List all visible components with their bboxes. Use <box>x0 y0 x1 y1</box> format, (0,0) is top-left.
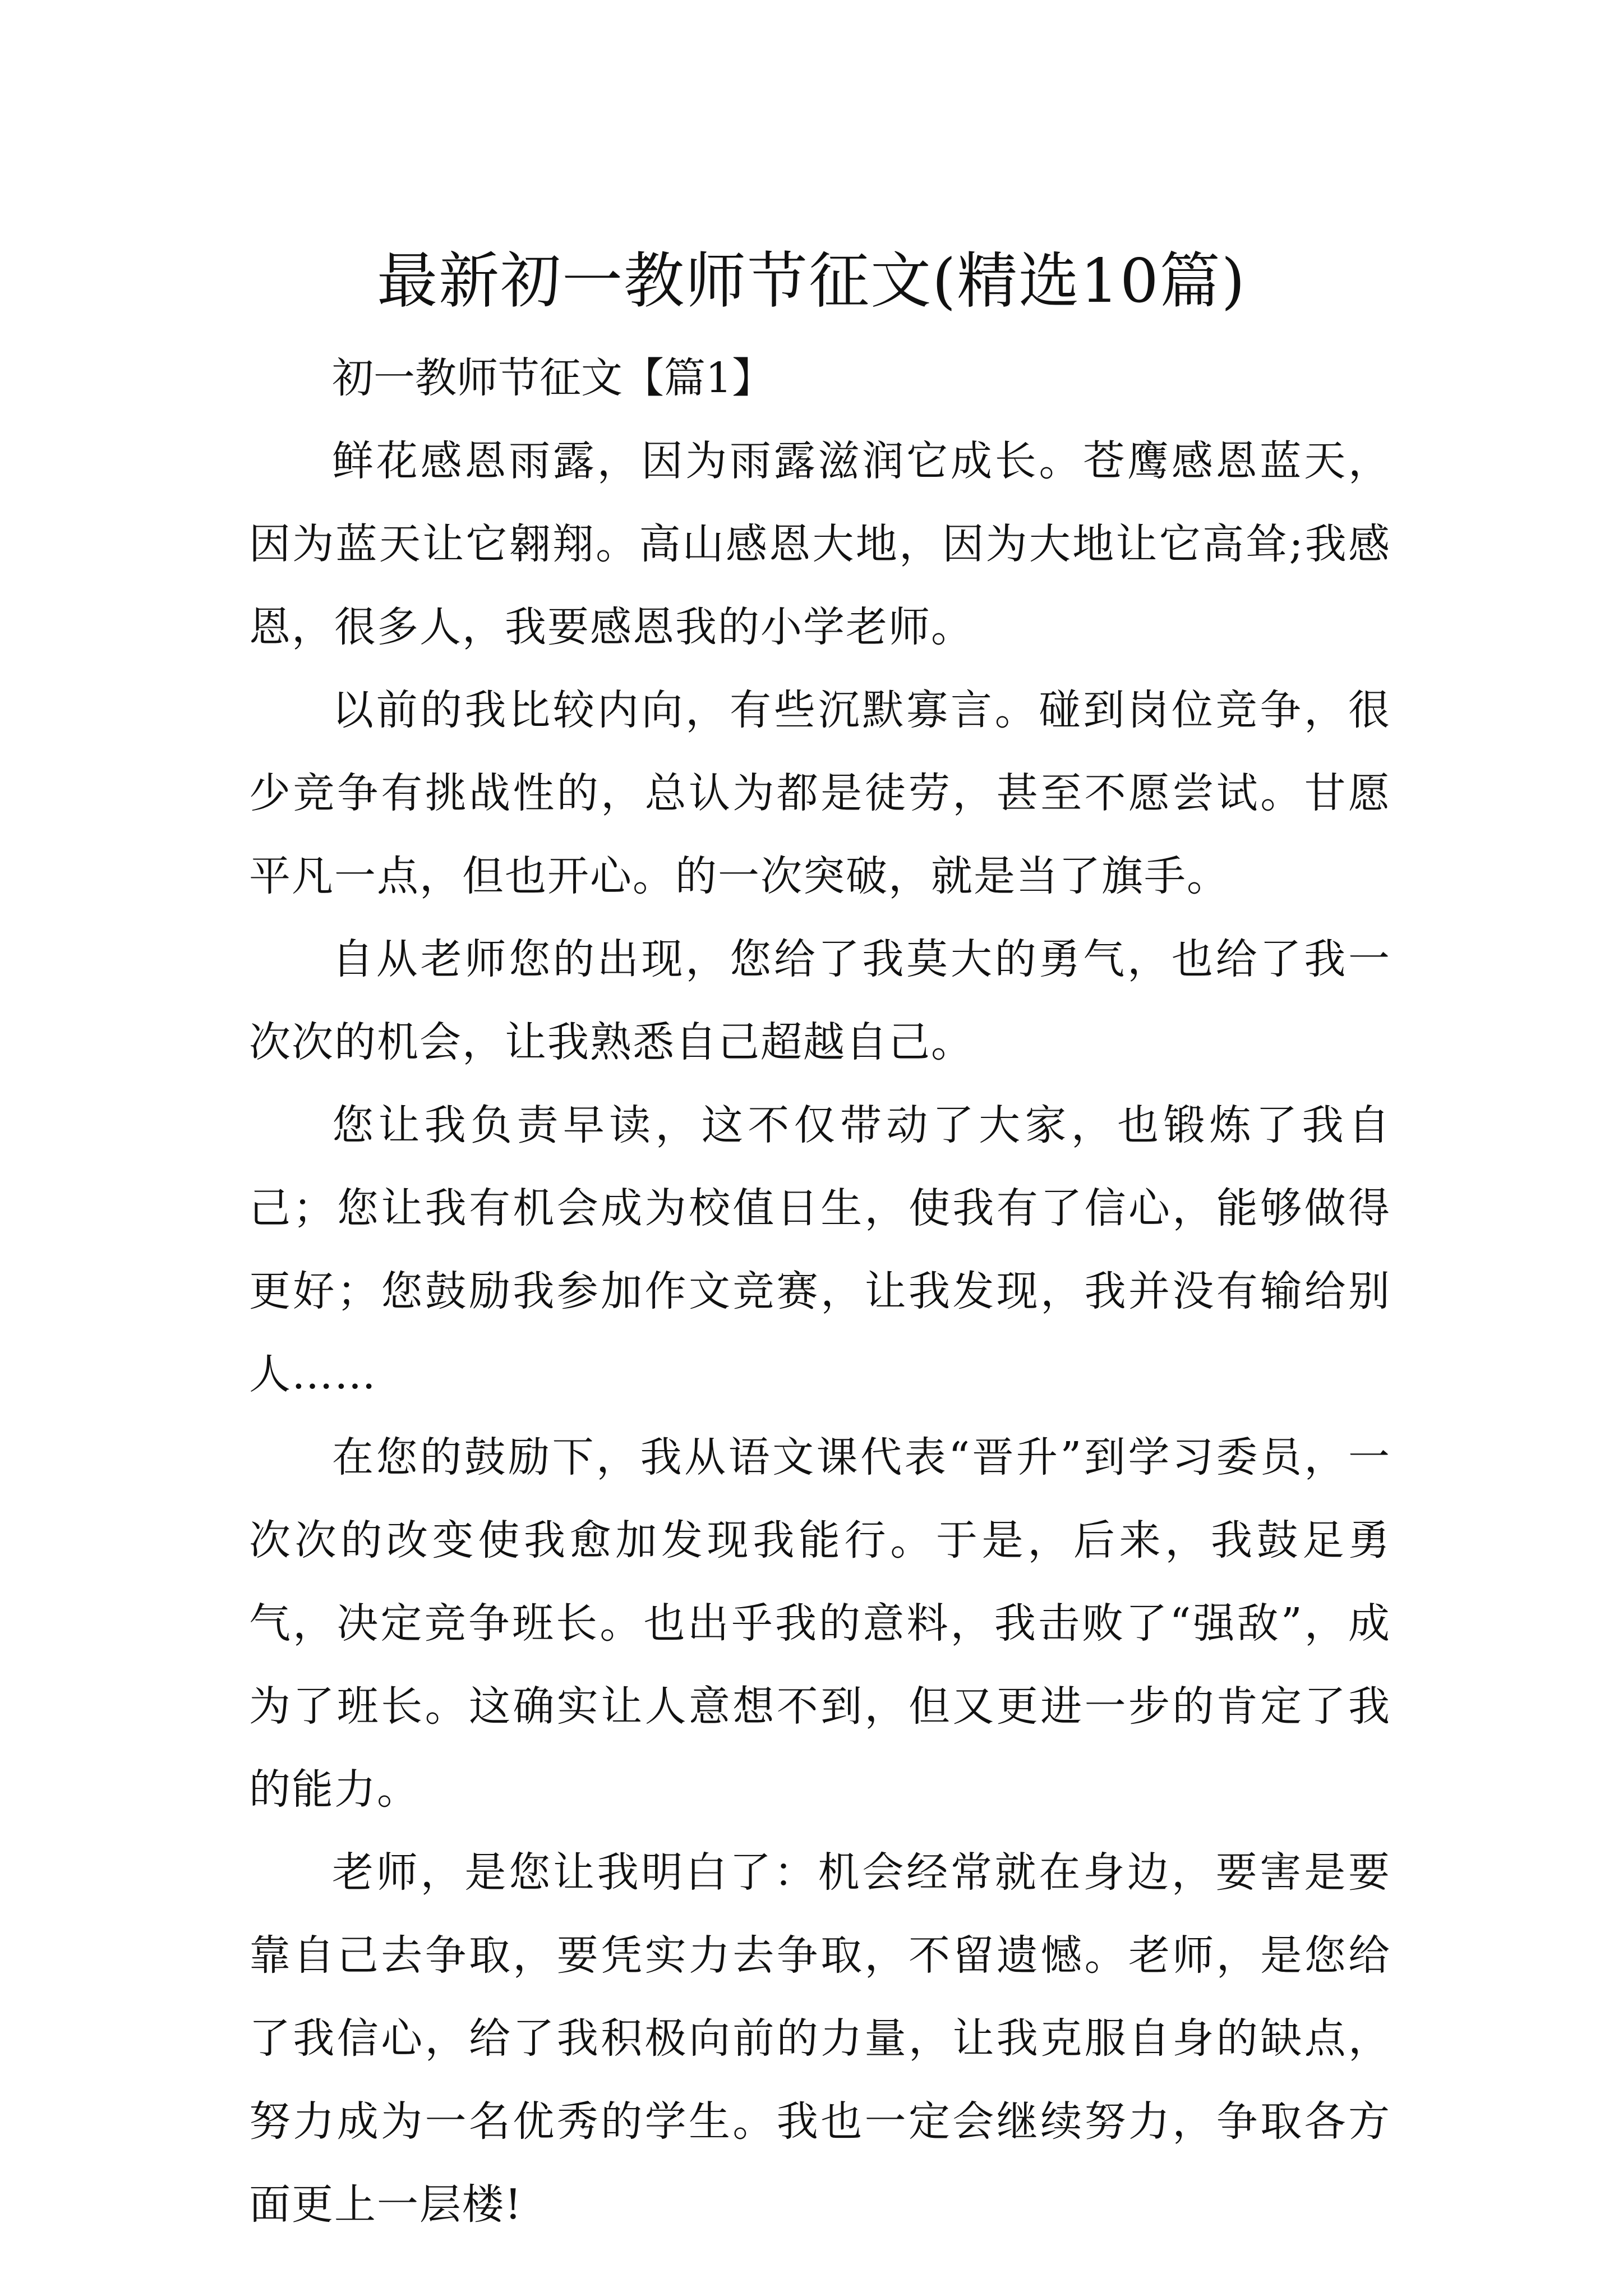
section-heading: 初一教师节征文【篇1】 <box>332 354 774 402</box>
document-body <box>249 337 1391 2246</box>
paragraph-2: 以前的我比较内向，有些沉默寡言。碰到岗位竞争，很少竞争有挑战性的，总认为都是徒劳，甚至不愿尝试。甘愿平凡一点，但也开心。的一次突破，就是当了旗手。 <box>249 686 1391 900</box>
paragraph-3: 自从老师您的出现，您给了我莫大的勇气，也给了我一次次的机会，让我熟悉自己超越自己。 <box>249 935 1391 1066</box>
paragraph-5: 在您的鼓励下，我从语文课代表“晋升”到学习委员，一次次的改变使我愈加发现我能行。于是，后来，我鼓足勇气，决定竞争班长。也出乎我的意料，我击败了“强敌”，成为了班长。这确实让人意想不到，但又更进一步的肯定了我的能力。 <box>249 1433 1391 1814</box>
paragraph-1: 鲜花感恩雨露，因为雨露滋润它成长。苍鹰感恩蓝天，因为蓝天让它翱翔。高山感恩大地，因为大地让它高耸;我感恩，很多人，我要感恩我的小学老师。 <box>249 437 1391 651</box>
paragraph-6: 老师，是您让我明白了：机会经常就在身边，要害是要靠自己去争取，要凭实力去争取，不留遗憾。老师，是您给了我信心，给了我积极向前的力量，让我克服自身的缺点，努力成为一名优秀的学生。我也一定会继续努力，争取各方面更上一层楼! <box>249 1848 1391 2229</box>
paragraph-4: 您让我负责早读，这不仅带动了大家，也锻炼了我自己；您让我有机会成为校值日生，使我有了信心，能够做得更好；您鼓励我参加作文竞赛，让我发现，我并没有输给别人…… <box>249 1101 1391 1398</box>
document-title: 最新初一教师节征文(精选10篇) <box>377 246 1246 317</box>
